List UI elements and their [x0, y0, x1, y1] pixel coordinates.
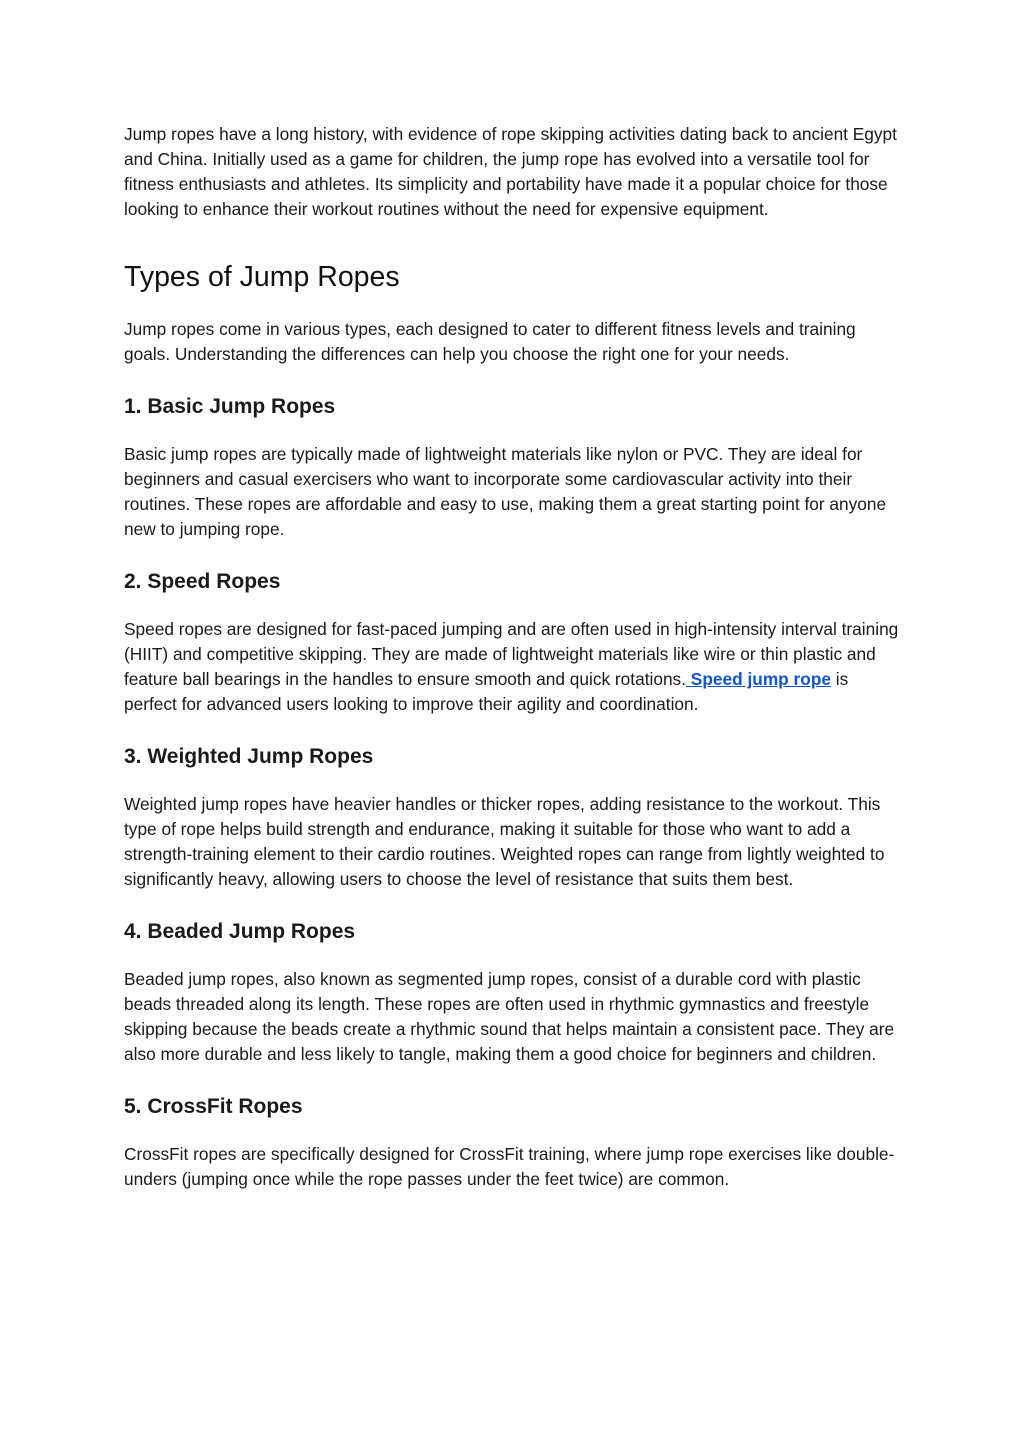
- speed-ropes-heading: 2. Speed Ropes: [124, 570, 281, 593]
- speed-jump-rope-link[interactable]: Speed jump rope: [686, 669, 831, 689]
- crossfit-ropes-heading: 5. CrossFit Ropes: [124, 1095, 303, 1118]
- types-heading: Types of Jump Ropes: [124, 261, 400, 293]
- types-intro-paragraph: Jump ropes come in various types, each designed to cater to different fitness levels and training goals. Understanding the differences can help you choose the right one for your needs.: [124, 319, 856, 364]
- beaded-ropes-paragraph: Beaded jump ropes, also known as segmented jump ropes, consist of a durable cord with plastic beads threaded along its length. These ropes are often used in rhythmic gymnastics and freestyle skipping because the beads create a rhythmic sound that helps maintain a consistent pace. They are also more durable and less likely to tangle, making them a good choice for beginners and children.: [124, 969, 895, 1064]
- speed-ropes-text-after: is perfect for advanced users looking to improve their agility and coordination.: [124, 669, 849, 714]
- beaded-ropes-heading: 4. Beaded Jump Ropes: [124, 920, 356, 943]
- speed-ropes-text-before: Speed ropes are designed for fast-paced jumping and are often used in high-intensity interval training (HIIT) and competitive skipping. They are made of lightweight materials like wire or thin plastic and feature ball bearings in the handles to ensure smooth and quick rotations.: [124, 619, 899, 689]
- crossfit-ropes-paragraph: CrossFit ropes are specifically designed for CrossFit training, where jump rope exercises like double-unders (jumping once while the rope passes under the feet twice) are common.: [124, 1144, 895, 1189]
- intro-paragraph: Jump ropes have a long history, with evidence of rope skipping activities dating back to ancient Egypt and China. Initially used as a game for children, the jump rope has evolved into a versatile tool for fitness enthusiasts and athletes. Its simplicity and portability have made it a popular choice for those looking to enhance their workout routines without the need for expensive equipment.: [124, 124, 897, 219]
- weighted-ropes-heading: 3. Weighted Jump Ropes: [124, 745, 374, 768]
- basic-ropes-heading: 1. Basic Jump Ropes: [124, 395, 336, 418]
- speed-ropes-paragraph: [124, 617, 904, 717]
- basic-ropes-paragraph: Basic jump ropes are typically made of lightweight materials like nylon or PVC. They are ideal for beginners and casual exercisers who want to incorporate some cardiovascular activity into their routines. These ropes are affordable and easy to use, making them a great starting point for anyone new to jumping rope.: [124, 444, 887, 539]
- weighted-ropes-paragraph: Weighted jump ropes have heavier handles or thicker ropes, adding resistance to the workout. This type of rope helps build strength and endurance, making it suitable for those who want to add a strength-training element to their cardio routines. Weighted ropes can range from lightly weighted to significantly heavy, allowing users to choose the level of resistance that suits them best.: [124, 794, 885, 889]
- document-page: [124, 122, 904, 1192]
